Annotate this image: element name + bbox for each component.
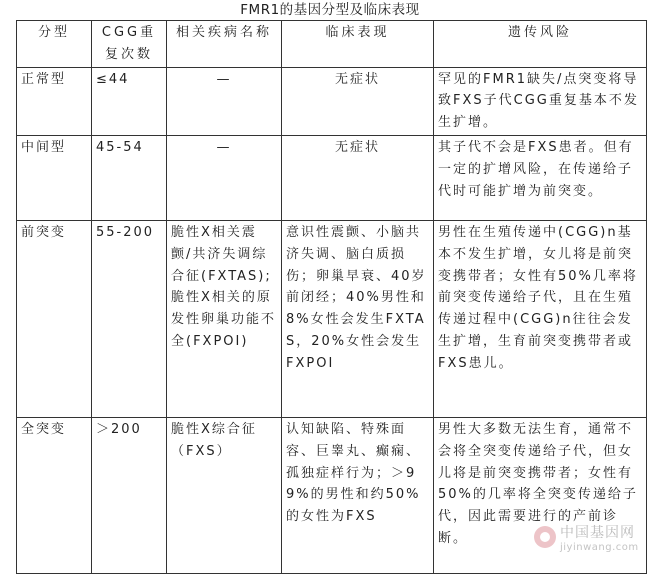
cell-symptoms: 认知缺陷、特殊面容、巨睾丸、癫痫、孤独症样行为；＞99%的男性和约50%的女性为FXS bbox=[282, 417, 434, 573]
watermark-text: 中国基因网 bbox=[560, 525, 635, 541]
cell-type: 中间型 bbox=[17, 135, 92, 220]
header-repeats: CGG重复次数 bbox=[92, 21, 167, 68]
header-disease: 相关疾病名称 bbox=[167, 21, 282, 68]
cell-symptoms: 无症状 bbox=[282, 135, 434, 220]
cell-type: 全突变 bbox=[17, 417, 92, 573]
watermark-logo-icon bbox=[534, 526, 556, 548]
cell-disease: 脆性X综合征（FXS） bbox=[167, 417, 282, 573]
cell-repeats: ≤44 bbox=[92, 67, 167, 135]
table-row bbox=[17, 67, 647, 135]
cell-risk: 男性大多数无法生育，通常不会将全突变传递给子代，但女儿将是前突变携带者；女性有50%的几率将全突变传递给子代，因此需要进行的产前诊断。 bbox=[434, 417, 647, 573]
watermark bbox=[534, 522, 646, 560]
cell-symptoms: 意识性震颤、小脑共济失调、脑白质损伤；卵巢早衰、40岁前闭经；40%男性和8%女性会发生FXTAS，20%女性会发生FXPOI bbox=[282, 220, 434, 417]
cell-repeats: 45-54 bbox=[92, 135, 167, 220]
table-title: FMR1的基因分型及临床表现 bbox=[240, 2, 420, 18]
watermark-url: jiyinwang.com bbox=[560, 542, 639, 553]
table-header-row bbox=[17, 21, 647, 68]
table-row bbox=[17, 135, 647, 220]
cell-repeats: ＞200 bbox=[92, 417, 167, 573]
table-row bbox=[17, 220, 647, 417]
cell-disease: 脆性X相关震颤/共济失调综合征(FXTAS);脆性X相关的原发性卵巢功能不全(FXPOI) bbox=[167, 220, 282, 417]
cell-symptoms: 无症状 bbox=[282, 67, 434, 135]
cell-type: 正常型 bbox=[17, 67, 92, 135]
cell-risk: 罕见的FMR1缺失/点突变将导致FXS子代CGG重复基本不发生扩增。 bbox=[434, 67, 647, 135]
cell-risk: 其子代不会是FXS患者。但有一定的扩增风险，在传递给子代时可能扩增为前突变。 bbox=[434, 135, 647, 220]
cell-disease: — bbox=[167, 67, 282, 135]
header-type: 分型 bbox=[17, 21, 92, 68]
cell-repeats: 55-200 bbox=[92, 220, 167, 417]
cell-risk: 男性在生殖传递中(CGG)n基本不发生扩增，女儿将是前突变携带者；女性有50%几率将前突变传递给子代，且在生殖传递过程中(CGG)n往往会发生扩增，生育前突变携带者或FXS患儿。 bbox=[434, 220, 647, 417]
genotype-table bbox=[16, 20, 647, 574]
header-symptoms: 临床表现 bbox=[282, 21, 434, 68]
cell-type: 前突变 bbox=[17, 220, 92, 417]
header-risk: 遗传风险 bbox=[434, 21, 647, 68]
cell-disease: — bbox=[167, 135, 282, 220]
